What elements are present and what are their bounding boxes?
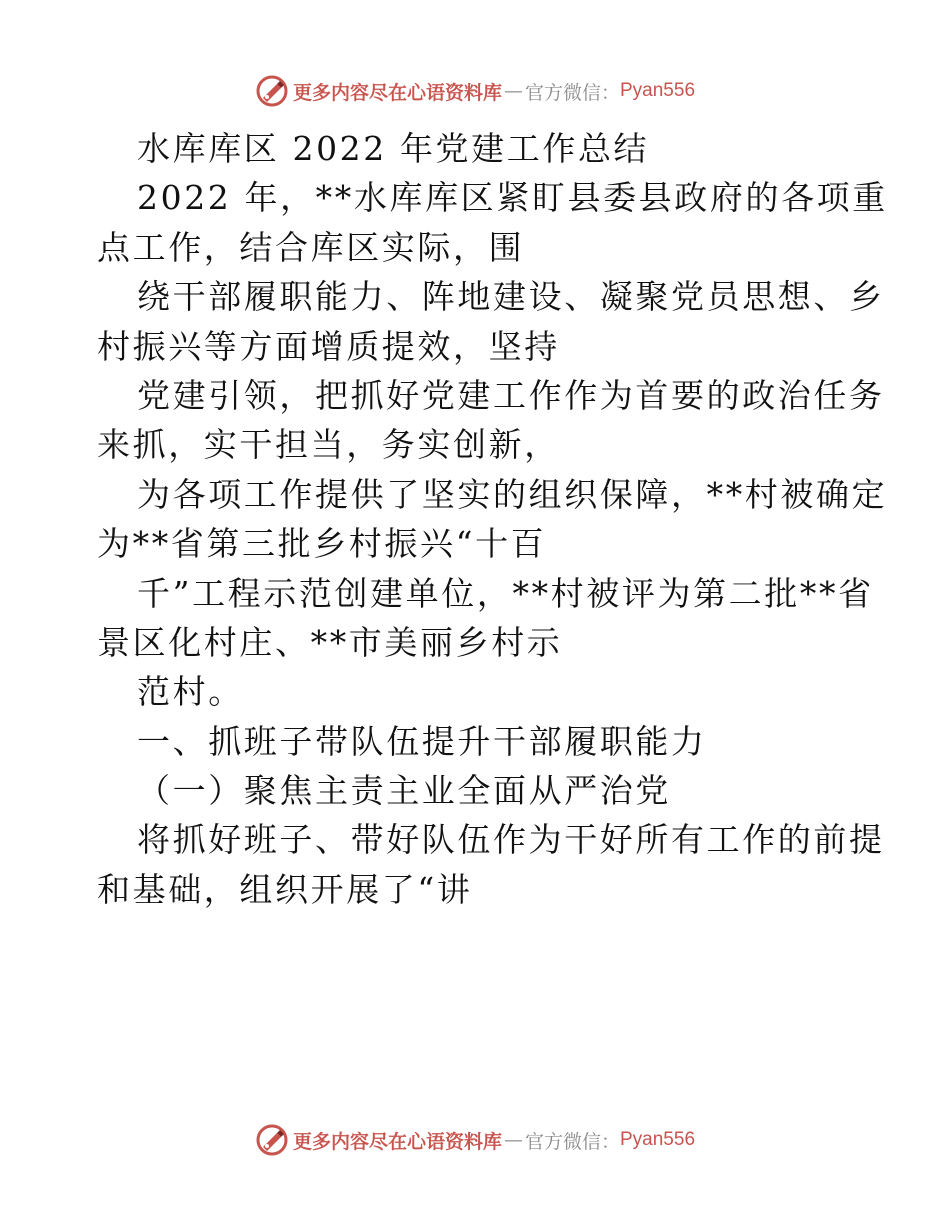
paragraph-line: 2022 年，**水库库区紧盯县委县政府的各项重 [137, 178, 888, 218]
watermark-wechat-id: Pyan556 [620, 1129, 696, 1150]
section-heading: 一、抓班子带队伍提升干部履职能力 [137, 721, 707, 761]
paragraph-line: 来抓，实干担当，务实创新， [97, 425, 560, 465]
pen-logo-icon [255, 1123, 289, 1157]
paragraph-line: 为各项工作提供了坚实的组织保障，**村被确定 [137, 474, 888, 514]
watermark-wechat-label: 官方微信： [524, 1130, 620, 1153]
paragraph-line: 点工作，结合库区实际，围 [97, 227, 525, 267]
header-watermark-banner [0, 71, 950, 111]
watermark-wechat-label: 官方微信： [524, 81, 620, 104]
paragraph-line: 党建引领，把抓好党建工作作为首要的政治任务 [137, 375, 885, 415]
watermark-dash: — [503, 80, 523, 102]
subsection-heading: （一）聚焦主责主业全面从严治党 [137, 771, 671, 811]
paragraph-line: 将抓好班子、带好队伍作为干好所有工作的前提 [137, 820, 885, 860]
paragraph-line: 景区化村庄、**市美丽乡村示 [97, 622, 563, 662]
document-title: 水库库区 2022 年党建工作总结 [137, 129, 650, 168]
footer-watermark-banner [0, 1120, 950, 1160]
paragraph-line: 村振兴等方面增质提效，坚持 [97, 326, 560, 366]
watermark-brand-text: 更多内容尽在心语资料库 [292, 1130, 502, 1153]
paragraph-line: 绕干部履职能力、阵地建设、凝聚党员思想、乡 [137, 277, 885, 317]
paragraph-line: 和基础，组织开展了“讲 [97, 869, 473, 909]
paragraph-line: 千”工程示范创建单位，**村被评为第二批**省 [137, 573, 874, 613]
watermark-brand-text: 更多内容尽在心语资料库 [292, 81, 502, 104]
watermark-dash: — [503, 1129, 523, 1151]
paragraph-line: 为**省第三批乡村振兴“十百 [97, 524, 547, 564]
document-body [97, 124, 888, 914]
pen-logo-icon [255, 74, 289, 108]
watermark-wechat-id: Pyan556 [620, 80, 696, 101]
paragraph-line: 范村。 [137, 672, 244, 712]
